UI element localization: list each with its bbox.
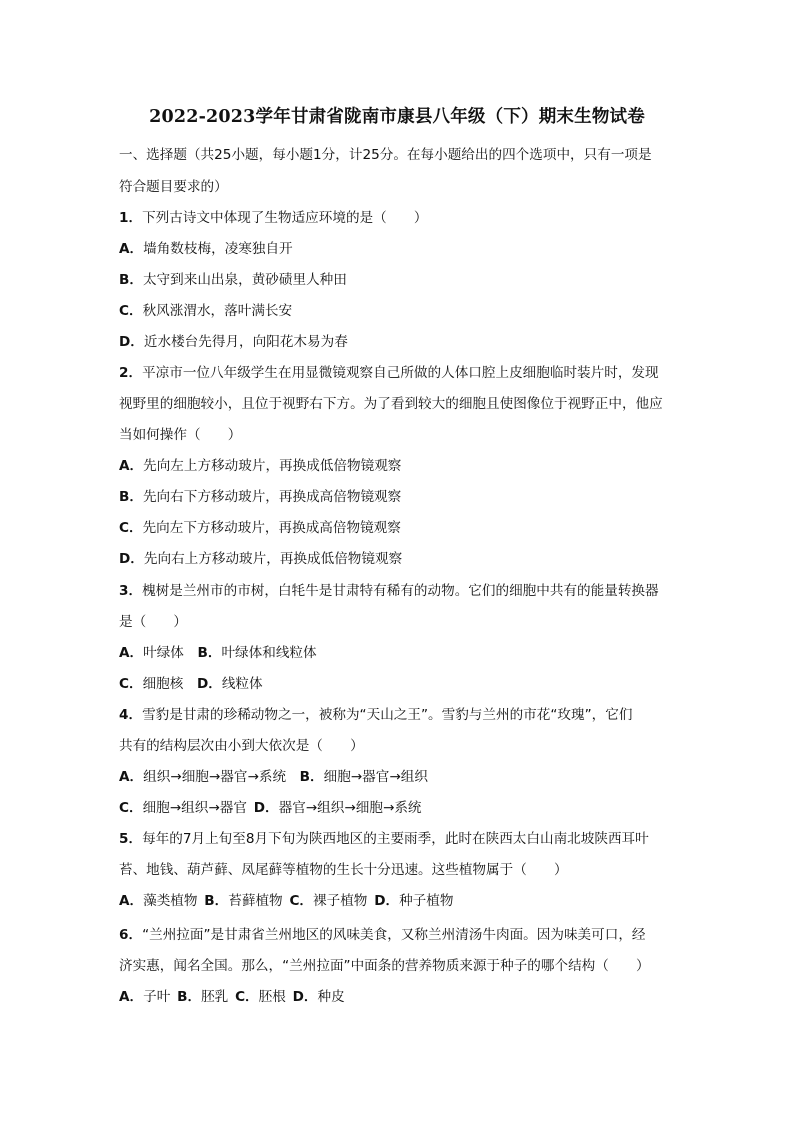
q2-option-b: [119, 488, 401, 506]
option-text: 叶绿体: [143, 645, 184, 661]
section-header-text: 一、选择题（共25小题，每小题1分，计25分。在每小题给出的四个选项中，只有一项是: [119, 147, 652, 163]
option-text: 细胞→器官→组织: [323, 769, 428, 785]
question-stem-continued: 济实惠，闻名全国。那么，“兰州拉面”中面条的营养物质来源于种子的哪个结构（ ）: [119, 958, 650, 974]
option-letter: A．: [119, 769, 144, 785]
option-letter: D．: [374, 893, 400, 909]
option-text: 胚根: [258, 989, 286, 1005]
option-letter: D．: [119, 551, 144, 567]
option-letter: C．: [119, 303, 143, 319]
question-number: 5．: [119, 831, 143, 847]
option-text: 苔藓植物: [228, 893, 283, 909]
question-stem: 槐树是兰州市的市树，白牦牛是甘肃特有稀有的动物。它们的细胞中共有的能量转换器: [142, 583, 659, 599]
question-number: 4．: [119, 707, 143, 723]
section-header-text-2: 符合题目要求的）: [119, 179, 228, 195]
question-3-line-2: [119, 613, 187, 631]
option-text: 先向左下方移动玻片，再换成高倍物镜观察: [142, 520, 401, 536]
q1-option-a: [119, 240, 293, 258]
option-text: 先向右下方移动玻片，再换成高倍物镜观察: [142, 489, 402, 505]
question-number: 3．: [119, 583, 143, 599]
option-letter: C．: [119, 676, 143, 692]
option-letter: B．: [119, 489, 143, 505]
q3-options-cd: [119, 675, 263, 693]
option-letter: A．: [119, 241, 144, 257]
option-letter: D．: [119, 334, 144, 350]
q2-option-d: [119, 550, 402, 568]
q3-options-ab: [119, 644, 317, 662]
option-text: 近水楼台先得月，向阳花木易为春: [143, 334, 348, 350]
q2-option-c: [119, 519, 401, 537]
question-4-line-2: [119, 737, 364, 755]
question-stem: 下列古诗文中体现了生物适应环境的是（ ）: [142, 210, 428, 226]
option-letter: D．: [196, 676, 222, 692]
question-stem: 每年的7月上旬至8月下旬为陕西地区的主要雨季，此时在陕西太白山南北坡陕西耳叶: [142, 831, 649, 847]
option-text: 子叶: [143, 989, 171, 1005]
option-letter: C．: [289, 893, 314, 909]
question-6-line-2: [119, 957, 650, 975]
question-stem-continued: 共有的结构层次由小到大依次是（ ）: [119, 738, 364, 754]
question-3: [119, 582, 659, 600]
option-letter: C．: [235, 989, 259, 1005]
question-5-line-2: [119, 861, 568, 879]
option-text: 裸子植物: [313, 893, 368, 909]
question-2: [119, 364, 659, 382]
option-letter: D．: [292, 989, 318, 1005]
option-text: 细胞→组织→器官: [142, 800, 247, 816]
q4-options-cd: [119, 799, 422, 817]
section-header-continued: [119, 178, 228, 196]
question-number: 2．: [119, 365, 143, 381]
question-stem: 平凉市一位八年级学生在用显微镜观察自己所做的人体口腔上皮细胞临时装片时，发现: [142, 365, 659, 381]
option-text: 线粒体: [221, 676, 263, 692]
question-5: [119, 830, 649, 848]
option-letter: B．: [119, 272, 143, 288]
q6-options: [119, 988, 345, 1006]
option-letter: D．: [253, 800, 279, 816]
question-stem-continued: 视野里的细胞较小，且位于视野右下方。为了看到较大的细胞且使图像位于视野正中，他应: [119, 396, 663, 412]
option-text: 组织→细胞→器官→系统: [143, 769, 287, 785]
question-6: [119, 926, 646, 944]
question-1: [119, 209, 428, 227]
q1-option-d: [119, 333, 348, 351]
option-text: 细胞核: [142, 676, 184, 692]
option-letter: A．: [119, 893, 144, 909]
option-letter: B．: [197, 645, 222, 661]
question-stem: 雪豹是甘肃的珍稀动物之一，被称为“天山之王”。雪豹与兰州的市花“玫瑰”，它们: [142, 707, 633, 723]
question-stem-continued: 苔、地钱、葫芦藓、凤尾藓等植物的生长十分迅速。这些植物属于（ ）: [119, 862, 568, 878]
question-2-line-3: [119, 426, 241, 444]
section-header: [119, 146, 652, 164]
question-stem-continued: 是（ ）: [119, 614, 187, 630]
question-number: 6．: [119, 927, 143, 943]
question-stem: “兰州拉面”是甘肃省兰州地区的风味美食，又称兰州清汤牛肉面。因为味美可口，经: [142, 927, 646, 943]
q1-option-b: [119, 271, 347, 289]
question-number: 1．: [119, 210, 143, 226]
page-title: 2022-2023学年甘肃省陇南市康县八年级（下）期末生物试卷: [149, 107, 645, 127]
option-text: 秋风涨渭水，落叶满长安: [142, 303, 293, 319]
question-stem-continued: 当如何操作（ ）: [119, 427, 242, 443]
option-text: 器官→组织→细胞→系统: [278, 800, 422, 816]
q5-options: [119, 892, 453, 910]
option-text: 太守到来山出泉，黄砂碛里人种田: [142, 272, 347, 288]
option-letter: B．: [204, 893, 229, 909]
option-text: 先向右上方移动玻片，再换成低倍物镜观察: [143, 551, 403, 567]
q1-option-c: [119, 302, 292, 320]
option-text: 墙角数枝梅，凌寒独自开: [143, 241, 293, 257]
option-letter: A．: [119, 989, 144, 1005]
q4-options-ab: [119, 768, 428, 786]
option-text: 藻类植物: [143, 893, 198, 909]
question-4: [119, 706, 632, 724]
option-letter: C．: [119, 800, 143, 816]
option-letter: A．: [119, 458, 144, 474]
option-letter: B．: [177, 989, 202, 1005]
option-text: 先向左上方移动玻片，再换成低倍物镜观察: [143, 458, 402, 474]
option-letter: C．: [119, 520, 143, 536]
option-text: 种皮: [317, 989, 345, 1005]
question-2-line-2: [119, 395, 663, 413]
option-text: 种子植物: [399, 893, 454, 909]
q2-option-a: [119, 457, 401, 475]
option-letter: A．: [119, 645, 144, 661]
option-text: 胚乳: [201, 989, 229, 1005]
option-letter: B．: [299, 769, 324, 785]
option-text: 叶绿体和线粒体: [221, 645, 317, 661]
